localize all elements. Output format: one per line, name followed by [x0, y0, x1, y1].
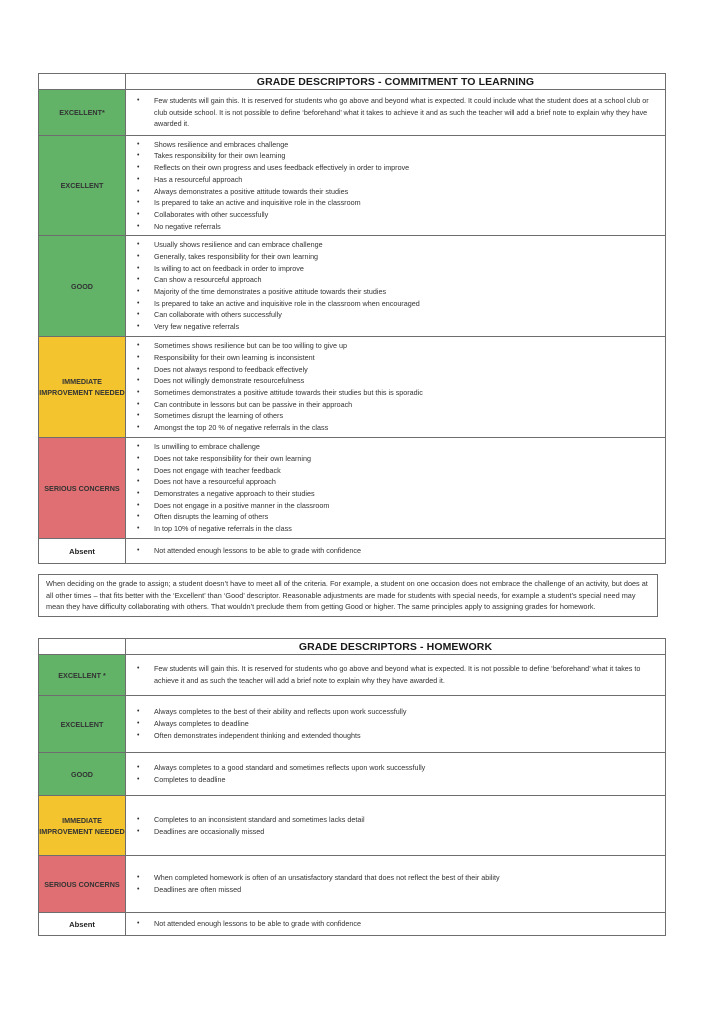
criteria-cell: [126, 796, 666, 856]
criterion: • Demonstrates a negative approach to their studies: [126, 488, 659, 500]
grade-label: IMMEDIATE IMPROVEMENT NEEDED: [39, 337, 126, 438]
grade-label: EXCELLENT: [39, 136, 126, 236]
criterion: • Is prepared to take an active and inquisitive role in the classroom: [126, 197, 659, 209]
criterion: • When completed homework is often of an unsatisfactory standard that does not reflect the best of their ability: [126, 872, 659, 884]
criterion: • Can contribute in lessons but can be passive in their approach: [126, 399, 659, 411]
grade-row: [39, 856, 666, 913]
criterion: • In top 10% of negative referrals in the class: [126, 523, 659, 535]
criterion: • Does not take responsibility for their own learning: [126, 453, 659, 465]
criteria-cell: [126, 438, 666, 539]
grade-label: EXCELLENT *: [39, 655, 126, 696]
criterion: • Does not willingly demonstrate resourcefulness: [126, 375, 659, 387]
criterion: • No negative referrals: [126, 221, 659, 233]
criterion: • Sometimes shows resilience but can be too willing to give up: [126, 340, 659, 352]
criterion: • Is willing to act on feedback in order to improve: [126, 263, 659, 275]
criterion: • Collaborates with other successfully: [126, 209, 659, 221]
criteria-cell: [126, 913, 666, 936]
criterion: • Majority of the time demonstrates a positive attitude towards their studies: [126, 286, 659, 298]
criterion: • Few students will gain this. It is reserved for students who go above and beyond what is expected. It could include what the student does at a school club or club outside school. It is not possible to define ‘beforehand’ what it takes to achieve it and as such the teacher will add a brief note to explain why they have awarded it.: [126, 95, 659, 130]
header-blank-cell: [39, 639, 126, 655]
criteria-list: [126, 812, 665, 839]
criterion: • Always demonstrates a positive attitude towards their studies: [126, 186, 659, 198]
criterion: • Always completes to the best of their ability and reflects upon work successfully: [126, 706, 659, 718]
grade-row: [39, 655, 666, 696]
criterion: • Amongst the top 20 % of negative referrals in the class: [126, 422, 659, 434]
criterion: • Can show a resourceful approach: [126, 274, 659, 286]
criterion: • Not attended enough lessons to be able to grade with confidence: [126, 918, 659, 930]
criteria-cell: [126, 539, 666, 564]
criteria-list: [126, 704, 665, 743]
grade-row: [39, 796, 666, 856]
criterion: • Always completes to deadline: [126, 718, 659, 730]
criterion: • Deadlines are occasionally missed: [126, 826, 659, 838]
criteria-list: [126, 237, 665, 335]
grade-row: [39, 337, 666, 438]
criterion: • Generally, takes responsibility for their own learning: [126, 251, 659, 263]
homework-table-title: GRADE DESCRIPTORS - HOMEWORK: [126, 639, 666, 655]
grade-row: [39, 696, 666, 753]
table-header-row: [39, 74, 666, 90]
grade-label: GOOD: [39, 236, 126, 337]
grade-label: SERIOUS CONCERNS: [39, 856, 126, 913]
grade-label: Absent: [39, 913, 126, 936]
grade-label: EXCELLENT: [39, 696, 126, 753]
grade-row: [39, 90, 666, 136]
criterion: • Usually shows resilience and can embrace challenge: [126, 239, 659, 251]
criteria-cell: [126, 236, 666, 337]
grading-note: When deciding on the grade to assign; a student doesn’t have to meet all of the criteria. For example, a student on one occasion does not embrace the challenge of an activity, but does at all other times – that fits better with the ‘Excellent’ than ‘Good’ descriptor. Reasonable adjustments are made for students with special needs, for example a student’s special need may mean they have difficulty collaborating with others. That wouldn’t preclude them from getting Good or higher. The same principles apply to assigning grades for homework.: [38, 574, 658, 617]
criterion: • Does not engage with teacher feedback: [126, 465, 659, 477]
criteria-list: [126, 760, 665, 787]
criterion: • Sometimes disrupt the learning of others: [126, 410, 659, 422]
criterion: • Responsibility for their own learning is inconsistent: [126, 352, 659, 364]
criteria-cell: [126, 753, 666, 796]
criterion: • Not attended enough lessons to be able to grade with confidence: [126, 545, 659, 557]
criteria-list: [126, 916, 665, 932]
grade-label: Absent: [39, 539, 126, 564]
criterion: • Does not always respond to feedback effectively: [126, 364, 659, 376]
header-blank-cell: [39, 74, 126, 90]
criteria-list: [126, 338, 665, 436]
criterion: • Completes to deadline: [126, 774, 659, 786]
criterion: • Is prepared to take an active and inquisitive role in the classroom when encouraged: [126, 298, 659, 310]
criterion: • Completes to an inconsistent standard and sometimes lacks detail: [126, 814, 659, 826]
grade-label: GOOD: [39, 753, 126, 796]
criteria-cell: [126, 90, 666, 136]
criterion: • Very few negative referrals: [126, 321, 659, 333]
criteria-list: [126, 543, 665, 559]
criterion: • Can collaborate with others successfully: [126, 309, 659, 321]
criterion: • Often demonstrates independent thinking and extended thoughts: [126, 730, 659, 742]
criterion: • Deadlines are often missed: [126, 884, 659, 896]
criteria-list: [126, 93, 665, 132]
grade-row: [39, 913, 666, 936]
criterion: • Always completes to a good standard and sometimes reflects upon work successfully: [126, 762, 659, 774]
criteria-cell: [126, 337, 666, 438]
homework-grade-table: [38, 638, 666, 936]
criteria-cell: [126, 696, 666, 753]
grade-row: [39, 136, 666, 236]
criterion: • Sometimes demonstrates a positive attitude towards their studies but this is sporadic: [126, 387, 659, 399]
grade-label: IMMEDIATE IMPROVEMENT NEEDED: [39, 796, 126, 856]
grade-row: [39, 753, 666, 796]
criterion: • Often disrupts the learning of others: [126, 511, 659, 523]
criteria-list: [126, 661, 665, 688]
criteria-list: [126, 870, 665, 897]
criterion: • Does not engage in a positive manner in the classroom: [126, 500, 659, 512]
criteria-list: [126, 439, 665, 537]
grade-row: [39, 539, 666, 564]
table-header-row: [39, 639, 666, 655]
criterion: • Has a resourceful approach: [126, 174, 659, 186]
criteria-cell: [126, 655, 666, 696]
criteria-list: [126, 137, 665, 235]
commitment-grade-table: [38, 73, 666, 564]
criterion: • Shows resilience and embraces challenge: [126, 139, 659, 151]
grade-label: EXCELLENT*: [39, 90, 126, 136]
criteria-cell: [126, 136, 666, 236]
criteria-cell: [126, 856, 666, 913]
grade-row: [39, 438, 666, 539]
criterion: • Few students will gain this. It is reserved for students who go above and beyond what is expected. It is not possible to define ‘beforehand’ what it takes to achieve it and as such the teacher will add a brief note to explain why they have awarded it.: [126, 663, 659, 686]
commitment-table-title: GRADE DESCRIPTORS - COMMITMENT TO LEARNING: [126, 74, 666, 90]
criterion: • Does not have a resourceful approach: [126, 476, 659, 488]
criterion: • Is unwilling to embrace challenge: [126, 441, 659, 453]
criterion: • Reflects on their own progress and uses feedback effectively in order to improve: [126, 162, 659, 174]
criterion: • Takes responsibility for their own learning: [126, 150, 659, 162]
grade-row: [39, 236, 666, 337]
grade-label: SERIOUS CONCERNS: [39, 438, 126, 539]
